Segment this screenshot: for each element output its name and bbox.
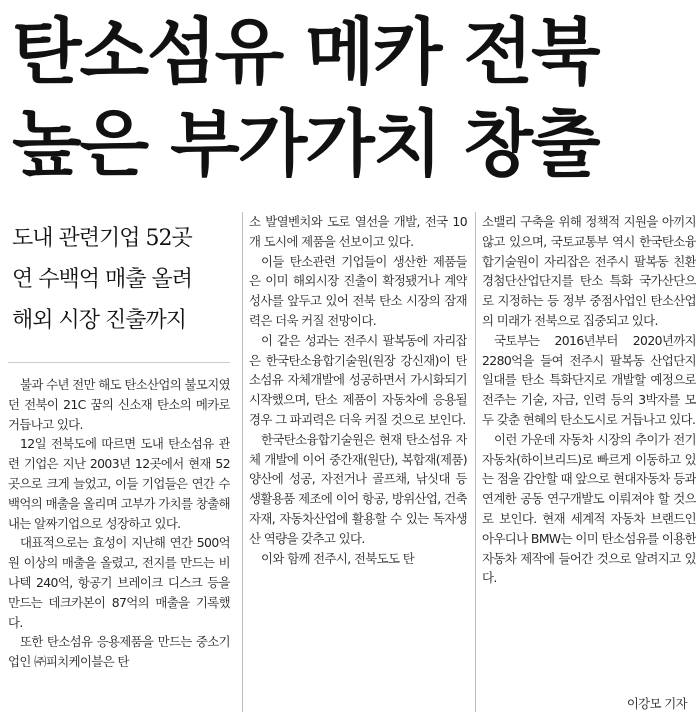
subheadline-line-2: 연 수백억 매출 올려 [12, 267, 192, 292]
paragraph: 대표적으로는 효성이 지난해 연간 500억원 이상의 매출을 올렸고, 전지를 만드는 비나텍 240억, 항공기 브레이크 디스크 등을 만드는 데크카본이 87억의 매출을 기록했다. [8, 535, 230, 630]
headline-line-2: 높은 부가가치 창출 [12, 102, 599, 186]
paragraph: 또한 탄소섬유 응용제품을 만드는 중소기업인 ㈜피치케이블은 탄 [8, 634, 230, 670]
subheadline [8, 212, 230, 363]
paragraph: 불과 수년 전만 해도 탄소산업의 불모지였던 전북이 21C 꿈의 신소재 탄소의 메카로 거듭나고 있다. [8, 377, 230, 432]
headline-line-1: 탄소섬유 메카 전북 [12, 10, 599, 94]
paragraph: 이 같은 성과는 전주시 팔복동에 자리잡은 한국탄소융합기술원(원장 강신재)이 탄소섬유 자체개발에 성공하면서 가시화되기 시작했으며, 탄소 제품이 자동차에 응용될 경우 그 파괴력은 더욱 커질 것으로 보인다. [249, 332, 467, 427]
byline: 이강모 기자 [626, 696, 687, 711]
column-1 [8, 212, 230, 712]
paragraph: 이들 탄소관련 기업들이 생산한 제품들은 이미 해외시장 진출이 확정됐거나 계약 성사를 앞두고 있어 전북 탄소 시장의 잠재력은 더욱 커질 전망이다. [249, 253, 467, 328]
subheadline-line-3: 해외 시장 진출까지 [12, 308, 187, 333]
paragraph: 이런 가운데 자동차 시장의 추이가 전기자동차(하이브리드)로 빠르게 이동하고 있는 점을 감안할 때 앞으로 현대자동차 등과 연계한 공동 연구개발도 이뤄져야 할 것으로 보인다. 현재 세계적 자동차 브랜드인 아우디나 BMW는 이미 탄소섬유를 이용한 자동차 제작에 들어간 것으로 알려지고 있다. [482, 431, 696, 586]
paragraph: 소 발열벤치와 도로 열선을 개발, 전국 10개 도시에 제품을 선보이고 있다. [249, 214, 467, 249]
paragraph: 국토부는 2016년부터 2020년까지 2280억을 들여 전주시 팔복동 산업단지 일대를 탄소 특화단지로 개발할 예정으로 전주는 기술, 자금, 인력 등의 3박자를 모두 갖춘 현혜의 탄소도시로 거듭나고 있다. [482, 332, 696, 427]
column-2-body [249, 212, 467, 568]
subheadline-line-1: 도내 관련기업 52곳 [12, 226, 192, 251]
headline [12, 6, 692, 190]
paragraph: 12일 전북도에 따르면 도내 탄소섬유 관련 기업은 지난 2003년 12곳에서 현재 52곳으로 크게 늘었고, 이들 기업들은 연간 수백억의 매출을 올리며 고부가 가치를 창출해 내는 알짜기업으로 성장하고 있다. [8, 436, 230, 531]
paragraph: 한국탄소융합기술원은 현재 탄소섬유 자체 개발에 이어 중간재(원단), 복합재(제품) 양산에 성공, 자전거나 골프채, 낚싯대 등 생활용품 제조에 이어 항공, 방위산업, 건축자재, 자동차산업에 활용할 수 있는 독자생산 역량을 갖추고 있다. [249, 431, 467, 546]
paragraph: 이와 함께 전주시, 전북도도 탄 [261, 550, 415, 566]
column-2 [242, 212, 467, 712]
column-3 [475, 212, 696, 712]
column-3-body [482, 212, 696, 588]
column-1-body [8, 375, 230, 672]
paragraph: 소밸리 구축을 위해 정책적 지원을 아끼지 않고 있으며, 국토교통부 역시 한국탄소융합기술원이 자리잡은 전주시 팔복동 친환경첨단산업단지를 탄소 특화 국가산단으로 지정하는 등 정부 중점사업인 탄소산업의 미래가 전북으로 집중되고 있다. [482, 214, 696, 328]
